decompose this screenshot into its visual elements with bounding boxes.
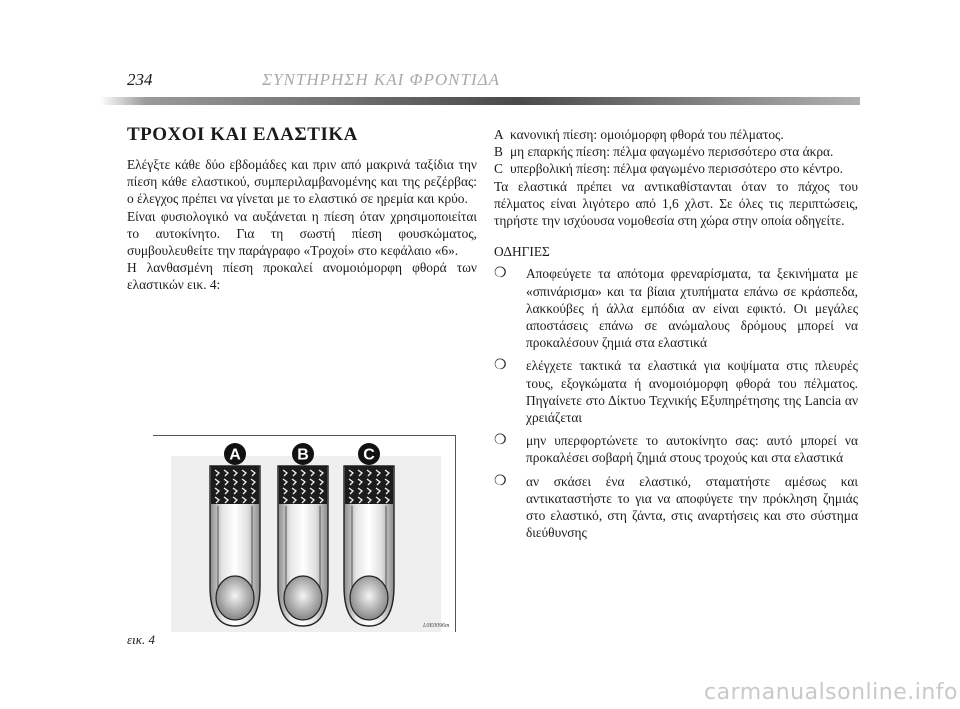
instruction-text: αν σκάσει ένα ελαστικό, σταματήστε αμέσως και αντικαταστήστε το για να αποφύγετε την πρόκληση ζημιάς στο ελαστικό, στη ζάντα, στις αναρτήσεις και στο σύστημα διεύθυνσης: [526, 473, 858, 541]
contact-patch: [216, 576, 254, 620]
header-rule: [100, 97, 860, 105]
replacement-note: Τα ελαστικά πρέπει να αντικαθίστανται όταν το πάχος του πέλματος είναι λιγότερο από 1,6 χλστ. Σε όλες τις περιπτώσεις, τηρήστε την ισχύουσα νομοθεσία στη χώρα στην οποία οδηγείτε.: [494, 178, 858, 229]
instructions-heading: ΟΔΗΓΙΕΣ: [494, 244, 550, 260]
instruction-item: [494, 357, 858, 426]
left-body-text: [127, 156, 477, 294]
tire-b: [278, 443, 328, 626]
legend-item-b: [494, 143, 858, 160]
instruction-text: Αποφεύγετε τα απότομα φρεναρίσματα, τα ξεκινήματα με «σπινάρισμα» και τα βίαια χτυπήματα επάνω σε κράσπεδα, λακκούβες ή άλλα εμπόδια αν είναι εφικτό. Οι μεγάλες αποστάσεις επάνω σε ανώμαλους δρόμους μπορεί να προκαλέσουν ζημιά στα ελαστικά: [526, 266, 858, 351]
bullet-circle-icon: ❍: [494, 358, 507, 374]
legend-text: κανονική πίεση: ομοιόμορφη φθορά του πέλματος.: [510, 127, 784, 142]
figure-label: B: [297, 446, 309, 464]
tire-c: [344, 443, 394, 626]
tire-wear-figure: [153, 435, 456, 632]
paragraph: Ελέγξτε κάθε δύο εβδομάδες και πριν από μακρινά ταξίδια την πίεση κάθε ελαστικού, συμπεριλαμβανομένης και της ρεζέρβας: ο έλεγχος πρέπει να γίνεται με το ελαστικό σε ηρεμία και κρύο.: [127, 157, 477, 207]
figure-code: L0E0096m: [423, 623, 450, 629]
contact-patch: [284, 576, 322, 620]
instruction-item: [494, 432, 858, 466]
section-title: ΤΡΟΧΟΙ ΚΑΙ ΕΛΑΣΤΙΚΑ: [127, 124, 358, 145]
legend-text: μη επαρκής πίεση: πέλμα φαγωμένο περισσότερο στα άκρα.: [510, 144, 834, 160]
instruction-item: [494, 265, 858, 351]
legend-item-a: [494, 126, 858, 143]
watermark: carmanualsonline.info: [704, 680, 958, 705]
legend-item-c: [494, 160, 858, 177]
running-header: ΣΥΝΤΗΡΗΣΗ ΚΑΙ ΦΡΟΝΤΙΔΑ: [262, 70, 500, 89]
instruction-text: ελέγχετε τακτικά τα ελαστικά για κοψίματα στις πλευρές τους, εξογκώματα ή ανομοιόμορφη φθορά του πέλματος. Πηγαίνετε στο Δίκτυο Τεχνικής Εξυπηρέτησης της Lancia αν χρειάζεται: [526, 358, 858, 426]
page-number: 234: [127, 70, 153, 89]
legend-key: A: [494, 127, 504, 142]
paragraph: Είναι φυσιολογικό να αυξάνεται η πίεση όταν χρησιμοποιείται το αυτοκίνητο. Για τη σωστή πίεση φουσκώματος, συμβουλευθείτε την παράγραφο «Τροχοί» στο κεφάλαιο «6».: [127, 208, 477, 259]
tire-wear-illustration: [153, 436, 455, 632]
legend-key: C: [494, 161, 503, 177]
figure-label: A: [229, 446, 241, 464]
legend-text: υπερβολική πίεση: πέλμα φαγωμένο περισσότερο στο κέντρο.: [510, 161, 844, 177]
legend-key: B: [494, 144, 503, 160]
right-column: [494, 126, 858, 547]
tire-a: [210, 443, 260, 626]
instruction-text: μην υπερφορτώνετε το αυτοκίνητο σας: αυτό μπορεί να προκαλέσει σοβαρή ζημιά στους τροχούς και στα ελαστικά: [526, 433, 858, 466]
paragraph: Η λανθασμένη πίεση προκαλεί ανομοιόμορφη φθορά των ελαστικών εικ. 4:: [127, 260, 477, 293]
instruction-item: [494, 473, 858, 542]
bullet-circle-icon: ❍: [494, 433, 507, 449]
bullet-circle-icon: ❍: [494, 473, 507, 489]
bullet-circle-icon: ❍: [494, 266, 507, 282]
figure-label: C: [363, 446, 375, 464]
figure-caption: εικ. 4: [127, 632, 155, 647]
contact-patch: [350, 576, 388, 620]
